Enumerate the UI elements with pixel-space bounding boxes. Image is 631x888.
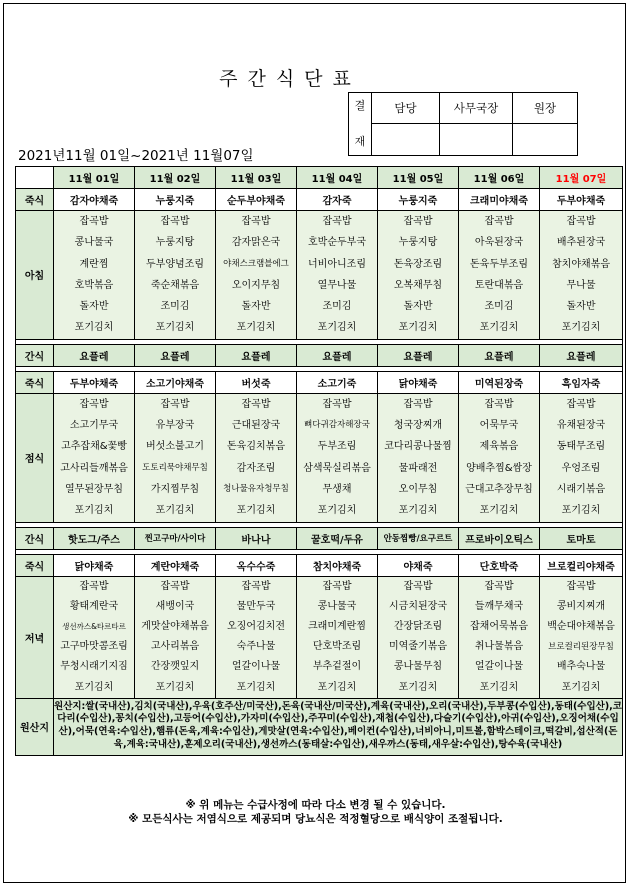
menu-item: 잡곡밥: [566, 398, 596, 410]
menu-item: 배추숙나물: [556, 661, 606, 673]
menu-item: 포기김치: [479, 322, 519, 334]
menu-item: 동태무조림: [556, 441, 606, 453]
menu-item: 청나물유자청무침: [223, 483, 289, 494]
menu-cell: [135, 211, 216, 340]
menu-item: 두부양념조림: [146, 258, 204, 270]
menu-item: 포기김치: [155, 322, 195, 334]
porridge-item: 흑임자죽: [540, 371, 623, 393]
menu-item: 야채스크램블에그: [223, 258, 289, 269]
menu-item: 배추된장국: [556, 237, 606, 249]
menu-item: 잡곡밥: [322, 580, 352, 592]
porridge-item: 누룽지죽: [378, 189, 459, 211]
porridge-item: 순두부야채죽: [216, 189, 297, 211]
menu-item: 포기김치: [561, 505, 601, 517]
menu-item: 부추겉절이: [312, 661, 362, 673]
menu-cell: [216, 393, 297, 522]
menu-item: 취나물볶음: [474, 641, 524, 653]
snack-item: 요플레: [378, 344, 459, 366]
menu-item: 잡곡밥: [160, 216, 190, 227]
snack-label: 간식: [16, 527, 54, 549]
menu-cell: [297, 576, 378, 698]
period-label: 2021년11월 01일~2021년 11월07일: [18, 148, 254, 164]
menu-item: 잡곡밥: [566, 580, 596, 592]
snack-item: 꿀호떡/두유: [297, 527, 378, 549]
snack-item: 바나나: [216, 527, 297, 549]
menu-item: 고구마맛콤조림: [60, 641, 128, 653]
porridge-item: 소고기죽: [297, 371, 378, 393]
porridge-item: 단호박죽: [459, 554, 540, 576]
menu-item: 소고기무국: [69, 420, 119, 432]
menu-item: 버섯소불고기: [146, 441, 204, 453]
menu-item: 돈육김치볶음: [227, 441, 285, 453]
snack-item: 찐고구마/사이다: [135, 527, 216, 549]
menu-item: 오징어김치전: [227, 620, 285, 632]
menu-item: 죽순채볶음: [150, 279, 200, 291]
porridge-item: 옥수수죽: [216, 554, 297, 576]
menu-item: 돌자반: [403, 301, 433, 313]
menu-item: 삼색묵실리볶음: [303, 462, 371, 474]
menu-item: 콩비지찌개: [556, 600, 606, 612]
porridge-item: 닭야채죽: [54, 554, 135, 576]
menu-item: 무청시래기지짐: [60, 661, 128, 673]
menu-item: 오이무침: [398, 483, 438, 495]
menu-item: 돈육두부조림: [470, 258, 528, 270]
menu-item: 잡곡밥: [322, 216, 352, 227]
menu-item: 열무된장무침: [65, 483, 123, 495]
menu-item: 새뱅이국: [155, 600, 195, 612]
menu-item: 고사리들깨볶음: [60, 462, 128, 474]
day-header: 11월 06일: [459, 167, 540, 189]
menu-item: 숙주나물: [236, 641, 276, 653]
menu-item: 백순대야채볶음: [547, 620, 615, 632]
snack-item: 요플레: [216, 344, 297, 366]
menu-item: 포기김치: [317, 681, 357, 693]
approval-col-head: 원장: [513, 93, 578, 124]
snack-item: 토마토: [540, 527, 623, 549]
menu-item: 시래기볶음: [556, 483, 606, 495]
menu-cell: [216, 576, 297, 698]
menu-item: 호박볶음: [74, 279, 114, 291]
snack-item: 요플레: [135, 344, 216, 366]
porridge-item: 크래미야채죽: [459, 189, 540, 211]
porridge-item: 감자죽: [297, 189, 378, 211]
menu-item: 잡곡밥: [241, 398, 271, 410]
menu-item: 포기김치: [479, 505, 519, 517]
menu-item: 청국장찌개: [393, 420, 443, 432]
menu-cell: [540, 211, 623, 340]
day-header: 11월 05일: [378, 167, 459, 189]
menu-item: 들깨무채국: [474, 600, 524, 612]
porridge-item: 브로컬리야채죽: [540, 554, 623, 576]
menu-item: 코다리콩나물찜: [384, 441, 452, 453]
menu-item: 포기김치: [561, 322, 601, 334]
snack-item: 핫도그/주스: [54, 527, 135, 549]
menu-item: 포기김치: [236, 681, 276, 693]
approval-sign-staff: [372, 124, 440, 156]
meal-label: 저녁: [16, 576, 54, 698]
menu-item: 포기김치: [561, 681, 601, 693]
menu-item: 잡곡밥: [484, 580, 514, 592]
meal-label: 점식: [16, 393, 54, 522]
header-corner: [16, 167, 54, 189]
menu-item: 돌자반: [241, 301, 271, 313]
menu-item: 양배추찜&쌈장: [466, 462, 532, 474]
origin-text: 원산지:쌀(국내산),김치(국내산),우육(호주산/미국산),돈육(국내산/미국산),계육(국내산),오리(국내산),두부콩(수입산),동태(수입산),코다리(수입산),꽁치(수입산),고등어(수입산),가자미(수입산),주꾸미(수입산),재첩(수입산),다슬기(수입산),아귀(수입산),오징어채(수입산),어묵(연육:수입산),햄류(돈육,계육:수입산),게맛살(연육:수입산),베이컨(수입산),너비아니,미트볼,함박스테이크,떡갈비,섭산적(돈육,계육:국내산),훈제오리(국내산),생선까스(동태살:수입산),새우까스(동태,새우살:수입산),탕수육(국내산): [54, 698, 623, 755]
menu-item: 잡곡밥: [403, 580, 433, 592]
snack-item: 프로바이오틱스: [459, 527, 540, 549]
snack-item: 요플레: [297, 344, 378, 366]
menu-item: 잡곡밥: [484, 216, 514, 227]
menu-item: 잡곡밥: [160, 398, 190, 410]
approval-col-staff: 담당: [372, 93, 440, 124]
menu-item: 브로컬리된장무침: [548, 642, 614, 653]
menu-cell: [378, 211, 459, 340]
menu-item: 잡채어묵볶음: [470, 620, 528, 632]
menu-item: 물파래전: [398, 462, 438, 474]
menu-item: 오복채무침: [393, 279, 443, 291]
menu-item: 감자맑은국: [231, 237, 281, 249]
approval-col-director: 사무국장: [440, 93, 513, 124]
menu-cell: [540, 576, 623, 698]
day-header: 11월 01일: [54, 167, 135, 189]
menu-item: 포기김치: [398, 505, 438, 517]
menu-item: 콩나물무침: [393, 661, 443, 673]
meal-label: 아침: [16, 211, 54, 340]
menu-item: 잡곡밥: [160, 580, 190, 592]
menu-item: 우엉조림: [561, 462, 601, 474]
menu-item: 유부장국: [155, 420, 195, 432]
porridge-item: 소고기야채죽: [135, 371, 216, 393]
porridge-label: 죽식: [16, 371, 54, 393]
menu-item: 가지찜무침: [150, 483, 200, 495]
menu-item: 포기김치: [236, 322, 276, 334]
porridge-item: 두부야채죽: [54, 371, 135, 393]
menu-item: 두부조림: [317, 441, 357, 453]
menu-item: 오이지무침: [231, 279, 281, 291]
menu-item: 콩나물국: [317, 600, 357, 612]
menu-item: 포기김치: [479, 681, 519, 693]
snack-item: 요플레: [540, 344, 623, 366]
porridge-item: 미역된장죽: [459, 371, 540, 393]
menu-cell: [459, 576, 540, 698]
menu-cell: [54, 576, 135, 698]
menu-item: 계란찜: [79, 258, 109, 270]
menu-item: 포기김치: [398, 681, 438, 693]
menu-item: 포기김치: [236, 505, 276, 517]
menu-item: 조미김: [160, 301, 190, 313]
menu-item: 호박순두부국: [308, 237, 366, 249]
menu-item: 얼갈이나물: [474, 661, 524, 673]
menu-item: 잡곡밥: [241, 216, 271, 227]
snack-item: 요플레: [459, 344, 540, 366]
menu-item: 너비아니조림: [308, 258, 366, 270]
note-2: ※ 모든식사는 저염식으로 제공되며 당뇨식은 적정혈당으로 배식양이 조절됩니다.: [128, 813, 503, 825]
menu-item: 돌자반: [79, 301, 109, 313]
porridge-item: 참치야채죽: [297, 554, 378, 576]
menu-cell: [297, 393, 378, 522]
menu-item: 토란대볶음: [474, 279, 524, 291]
menu-item: 미역줄기볶음: [389, 641, 447, 653]
menu-item: 시금치된장국: [389, 600, 447, 612]
menu-item: 뼈다귀감자해장국: [304, 420, 370, 431]
menu-item: 조미김: [322, 301, 352, 313]
menu-item: 열무나물: [317, 279, 357, 291]
page-title: 주간식단표: [219, 68, 361, 90]
menu-cell: [540, 393, 623, 522]
note-1: ※ 위 메뉴는 수급사정에 따라 다소 변경 될 수 있습니다.: [185, 799, 446, 811]
menu-item: 도토리묵야채무침: [142, 462, 208, 473]
menu-item: 유채된장국: [556, 420, 606, 432]
menu-item: 고사리볶음: [150, 641, 200, 653]
menu-item: 포기김치: [74, 322, 114, 334]
menu-table: [15, 166, 623, 756]
menu-item: 고추잡채&꽃빵: [61, 441, 127, 453]
origin-label: 원산지: [16, 698, 54, 755]
menu-item: 포기김치: [155, 505, 195, 517]
menu-item: 제육볶음: [479, 441, 519, 453]
menu-item: 포기김치: [74, 681, 114, 693]
menu-item: 어묵무국: [479, 420, 519, 432]
snack-label: 간식: [16, 344, 54, 366]
menu-item: 포기김치: [74, 505, 114, 517]
menu-item: 크래미계란찜: [308, 620, 366, 632]
menu-item: 잡곡밥: [79, 580, 109, 592]
approval-sign-director: [440, 124, 513, 156]
approval-sign-head: [513, 124, 578, 156]
menu-item: 돌자반: [566, 301, 596, 313]
menu-item: 감자조림: [236, 462, 276, 474]
menu-item: 포기김치: [398, 322, 438, 334]
menu-cell: [54, 393, 135, 522]
menu-cell: [459, 211, 540, 340]
menu-cell: [378, 393, 459, 522]
approval-label: 결 재: [349, 93, 372, 156]
menu-item: 무생채: [322, 483, 352, 495]
day-header: 11월 07일: [540, 167, 623, 189]
menu-item: 황태계란국: [69, 600, 119, 612]
menu-item: 생선까스&타르타르: [62, 621, 126, 631]
menu-cell: [459, 393, 540, 522]
menu-item: 잡곡밥: [403, 216, 433, 227]
menu-item: 근대고추장무침: [465, 483, 533, 495]
menu-item: 간장깻잎지: [150, 661, 200, 673]
porridge-item: 감자야채죽: [54, 189, 135, 211]
menu-item: 누룽지탕: [155, 237, 195, 249]
porridge-item: 누룽지죽: [135, 189, 216, 211]
approval-box: [348, 92, 578, 156]
menu-item: 잡곡밥: [484, 398, 514, 410]
menu-item: 돈육장조림: [393, 258, 443, 270]
menu-item: 누룽지탕: [398, 237, 438, 249]
menu-item: 근대된장국: [231, 420, 281, 432]
menu-item: 얼갈이나물: [231, 661, 281, 673]
menu-item: 잡곡밥: [79, 216, 109, 227]
menu-item: 잡곡밥: [79, 398, 109, 410]
menu-item: 잡곡밥: [566, 216, 596, 227]
porridge-item: 계란야채죽: [135, 554, 216, 576]
menu-cell: [135, 576, 216, 698]
menu-item: 콩나물국: [74, 237, 114, 249]
menu-item: 참치야채볶음: [552, 258, 610, 270]
menu-item: 포기김치: [155, 681, 195, 693]
menu-cell: [297, 211, 378, 340]
porridge-item: 두부야채죽: [540, 189, 623, 211]
menu-cell: [378, 576, 459, 698]
menu-cell: [54, 211, 135, 340]
menu-cell: [135, 393, 216, 522]
day-header: 11월 03일: [216, 167, 297, 189]
menu-item: 무나물: [566, 279, 596, 291]
menu-item: 간장닭조림: [393, 620, 443, 632]
snack-item: 안동찜빵/요구르트: [378, 527, 459, 549]
menu-cell: [216, 211, 297, 340]
menu-item: 잡곡밥: [403, 398, 433, 410]
menu-item: 잡곡밥: [322, 398, 352, 410]
porridge-item: 닭야채죽: [378, 371, 459, 393]
menu-item: 포기김치: [317, 505, 357, 517]
porridge-item: 야채죽: [378, 554, 459, 576]
snack-item: 요플레: [54, 344, 135, 366]
menu-item: 게맛살야채볶음: [141, 620, 209, 632]
porridge-label: 죽식: [16, 554, 54, 576]
menu-item: 조미김: [484, 301, 514, 313]
menu-item: 아욱된장국: [474, 237, 524, 249]
menu-item: 포기김치: [317, 322, 357, 334]
porridge-label: 죽식: [16, 189, 54, 211]
day-header: 11월 02일: [135, 167, 216, 189]
porridge-item: 버섯죽: [216, 371, 297, 393]
day-header: 11월 04일: [297, 167, 378, 189]
menu-item: 물만두국: [236, 600, 276, 612]
menu-item: 단호박조림: [312, 641, 362, 653]
menu-item: 잡곡밥: [241, 580, 271, 592]
